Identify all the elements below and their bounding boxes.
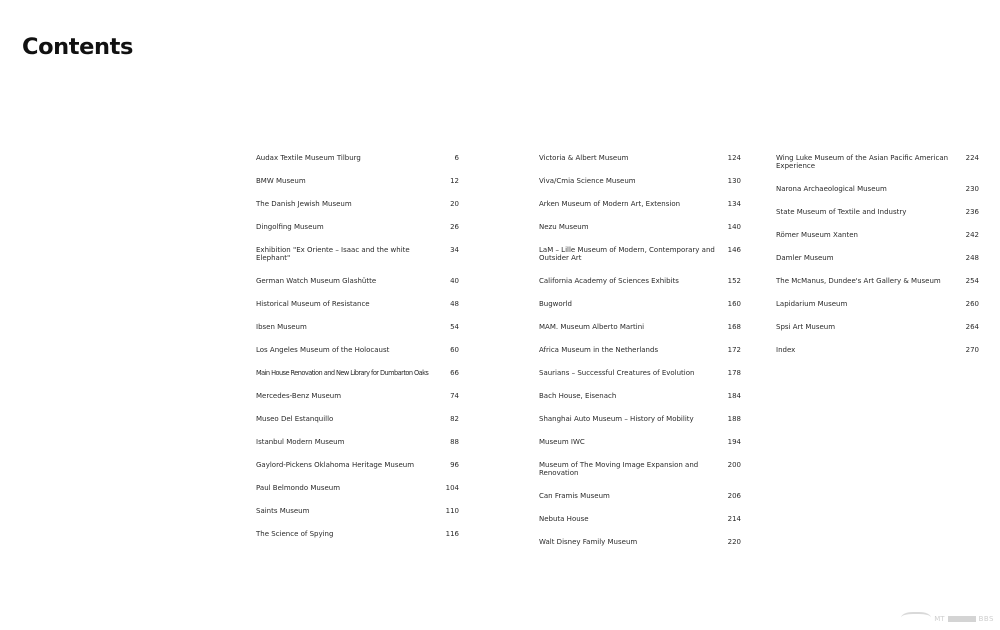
toc-entry-page: 74 [450,392,459,400]
toc-entry [256,346,459,354]
toc-entry [256,507,459,515]
toc-entry-title: The McManus, Dundee's Art Gallery & Museum [776,277,941,285]
toc-entry [256,392,459,400]
toc-column-3 [776,154,979,369]
toc-entry-title: German Watch Museum Glashütte [256,277,377,285]
toc-entry [539,438,741,446]
toc-entry-title: Museum of The Moving Image Expansion and Renovation [539,461,699,477]
toc-entry-page: 110 [445,507,459,515]
toc-entry-page: 20 [450,200,459,208]
toc-entry-page: 104 [445,484,459,492]
toc-entry-page: 270 [965,346,979,354]
toc-entry [539,392,741,400]
toc-entry-title: Mercedes-Benz Museum [256,392,342,400]
toc-entry-title: Nezu Museum [539,223,589,231]
toc-entry-title: Arken Museum of Modern Art, Extension [539,200,681,208]
toc-entry-title: Bugworld [539,300,572,308]
toc-entry-page: 130 [727,177,741,185]
toc-entry-page: 194 [727,438,741,446]
toc-entry [776,208,979,216]
toc-entry-page: 160 [727,300,741,308]
toc-entry [776,231,979,239]
toc-entry [539,200,741,208]
toc-entry-page: 172 [727,346,741,354]
toc-entry-page: 220 [727,538,741,546]
toc-entry-page: 254 [965,277,979,285]
toc-entry [256,484,459,492]
toc-entry [539,415,741,423]
toc-entry-title: California Academy of Sciences Exhibits [539,277,679,285]
toc-entry [256,369,459,377]
toc-entry-title: The Science of Spying [256,530,334,538]
toc-entry-title: Historical Museum of Resistance [256,300,370,308]
toc-entry [256,438,459,446]
toc-entry [776,323,979,331]
toc-entry-title: Damler Museum [776,254,834,262]
toc-entry [539,346,741,354]
toc-entry-title: Paul Belmondo Museum [256,484,341,492]
toc-entry [539,300,741,308]
toc-entry [539,369,741,377]
toc-entry-title: Gaylord-Pickens Oklahoma Heritage Museum [256,461,415,469]
toc-entry-title: Dingolfing Museum [256,223,324,231]
toc-entry-page: 12 [450,177,459,185]
page-title: Contents [22,34,133,60]
toc-entry-page: 178 [727,369,741,377]
toc-entry [776,277,979,285]
toc-entry [256,461,459,469]
toc-entry-page: 124 [727,154,741,162]
toc-entry-title: Victoria & Albert Museum [539,154,629,162]
toc-entry-title: Los Angeles Museum of the Holocaust [256,346,390,354]
toc-entry-title: Main House Renovation and New Library for Dumbarton Oaks [256,369,429,377]
toc-entry [256,154,459,162]
toc-entry [776,346,979,354]
toc-entry-page: 188 [727,415,741,423]
toc-entry [776,254,979,262]
toc-entry-title: Nebuta House [539,515,589,523]
toc-entry [776,300,979,308]
toc-entry-title: Bach House, Eisenach [539,392,617,400]
toc-entry-title: Spsi Art Museum [776,323,836,331]
toc-entry [539,515,741,523]
toc-entry-title: State Museum of Textile and Industry [776,208,907,216]
toc-entry-page: 60 [450,346,459,354]
toc-entry-title: Wing Luke Museum of the Asian Pacific American Experience [776,154,949,170]
toc-entry-page: 134 [727,200,741,208]
toc-entry [539,246,741,262]
toc-entry [539,177,741,185]
toc-entry [539,492,741,500]
toc-entry [256,300,459,308]
toc-entry-page: 54 [450,323,459,331]
toc-entry-page: 40 [450,277,459,285]
watermark-bar-icon [948,616,976,622]
toc-entry-page: 230 [965,185,979,193]
toc-entry-title: Africa Museum in the Netherlands [539,346,659,354]
toc-entry [256,530,459,538]
toc-entry-page: 206 [727,492,741,500]
toc-entry [256,223,459,231]
toc-entry-title: Shanghai Auto Museum – History of Mobility [539,415,694,423]
toc-entry-page: 236 [965,208,979,216]
toc-entry [539,154,741,162]
toc-entry-title: MAM. Museum Alberto Martini [539,323,645,331]
watermark-brand: MT [934,615,945,623]
toc-entry-title: Audax Textile Museum Tilburg [256,154,361,162]
toc-entry [776,154,979,170]
toc-entry-title: Museum IWC [539,438,585,446]
toc-entry-title: Walt Disney Family Museum [539,538,638,546]
toc-entry-title: Index [776,346,796,354]
toc-entry-page: 146 [727,246,741,254]
toc-entry-title: Ibsen Museum [256,323,307,331]
toc-entry-page: 48 [450,300,459,308]
toc-entry-title: Saurians – Successful Creatures of Evolution [539,369,695,377]
toc-entry-title: Can Framis Museum [539,492,610,500]
toc-entry-page: 168 [727,323,741,331]
toc-entry-page: 26 [450,223,459,231]
toc-entry [539,223,741,231]
toc-entry-page: 96 [450,461,459,469]
toc-entry [256,415,459,423]
watermark-logo-icon [901,612,931,626]
toc-entry-page: 242 [965,231,979,239]
toc-entry [539,277,741,285]
toc-entry-page: 248 [965,254,979,262]
toc-entry-title: Museo Del Estanquillo [256,415,334,423]
toc-entry-title: LaM – Lille Museum of Modern, Contemporary and Outsider Art [539,246,715,262]
toc-entry-title: Saints Museum [256,507,310,515]
watermark-text: BBS [978,615,994,623]
toc-entry-page: 260 [965,300,979,308]
toc-entry-title: Lapidarium Museum [776,300,848,308]
toc-entry-title: Viva/Cmia Science Museum [539,177,636,185]
toc-entry-page: 152 [727,277,741,285]
toc-entry-title: Istanbul Modern Museum [256,438,345,446]
toc-entry-page: 6 [454,154,459,162]
toc-column-1 [256,154,459,553]
toc-entry [539,538,741,546]
toc-entry [256,323,459,331]
toc-entry-title: BMW Museum [256,177,306,185]
toc-entry-title: Exhibition "Ex Oriente – Isaac and the white Elephant" [256,246,410,262]
toc-entry [539,461,741,477]
toc-entry-page: 66 [450,369,459,377]
toc-entry-title: Römer Museum Xanten [776,231,858,239]
watermark [901,612,994,626]
toc-entry-page: 82 [450,415,459,423]
toc-entry-page: 140 [727,223,741,231]
toc-entry-title: The Danish Jewish Museum [256,200,352,208]
toc-entry-page: 214 [727,515,741,523]
toc-entry-page: 224 [965,154,979,162]
toc-entry [256,277,459,285]
toc-entry [539,323,741,331]
toc-entry-page: 88 [450,438,459,446]
toc-entry-page: 200 [727,461,741,469]
toc-entry-page: 264 [965,323,979,331]
toc-entry-page: 116 [445,530,459,538]
toc-entry [256,177,459,185]
toc-entry-title: Narona Archaeological Museum [776,185,887,193]
toc-entry-page: 34 [450,246,459,254]
toc-column-2 [539,154,741,561]
toc-entry [776,185,979,193]
toc-entry [256,246,459,262]
toc-entry [256,200,459,208]
toc-entry-page: 184 [727,392,741,400]
